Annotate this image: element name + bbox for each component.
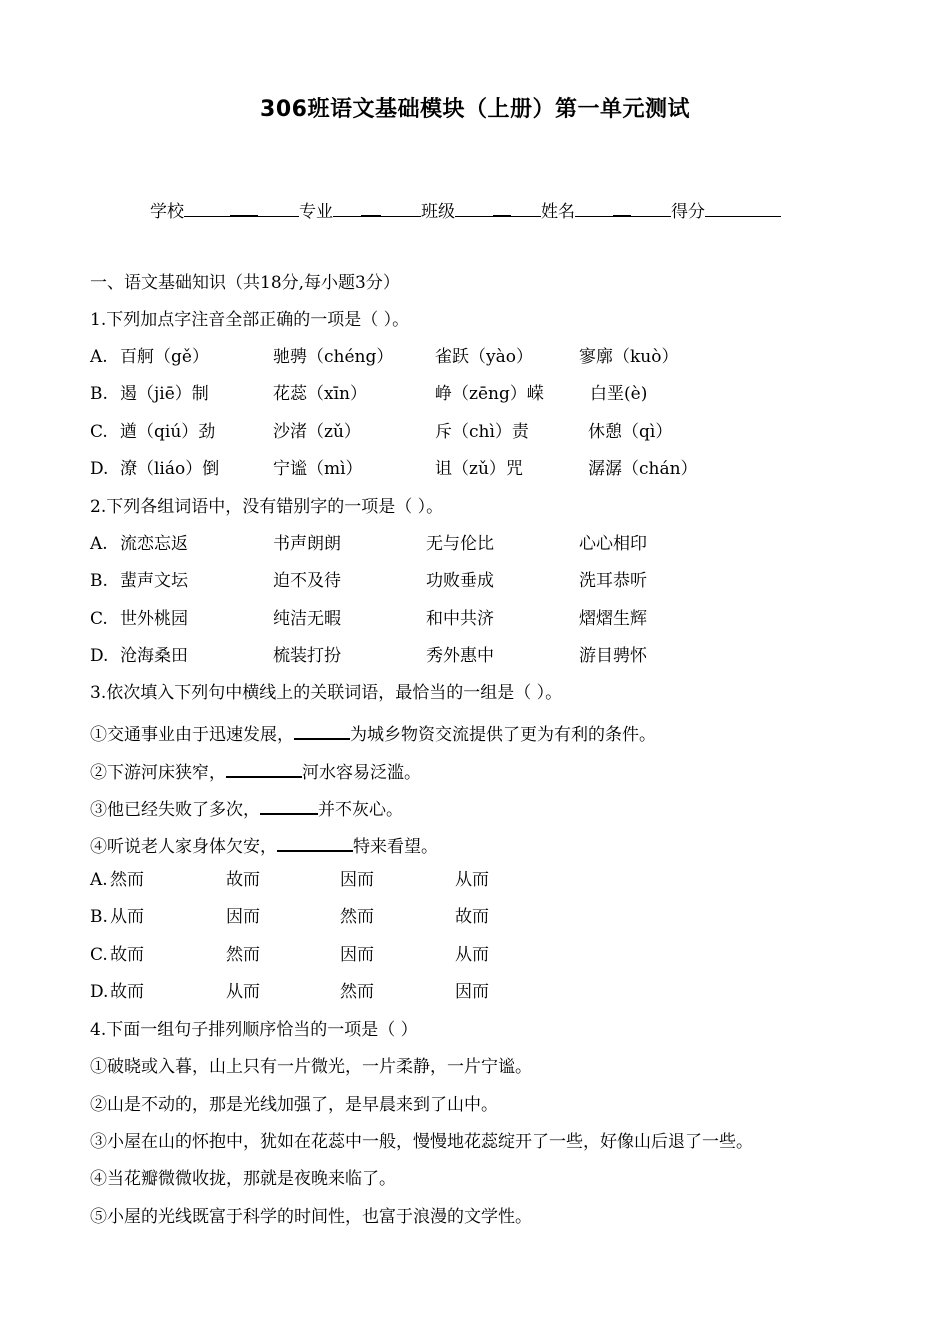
option-item: 故而 — [110, 982, 144, 1002]
option-item: 驰骋（chéng） — [273, 347, 394, 367]
option-item: 和中共济 — [426, 609, 494, 629]
option-item: 功败垂成 — [426, 571, 494, 591]
option-item: 心心相印 — [579, 534, 647, 554]
option-item: 休憩（qì） — [588, 422, 673, 442]
option-label: C. — [90, 609, 108, 629]
class-blank[interactable] — [455, 198, 541, 217]
option-item: 书声朗朗 — [273, 534, 341, 554]
option-item: 花蕊（xīn） — [273, 384, 367, 404]
option-item: 潦（liáo）倒 — [120, 459, 220, 479]
q3-sentence-1 — [90, 720, 656, 746]
sentence-part: 并不灰心。 — [318, 800, 403, 820]
student-info-row — [150, 197, 781, 222]
option-item: 遒（qiú）劲 — [120, 422, 216, 442]
q4-sentence-2: ②山是不动的，那是光线加强了，是早晨来到了山中。 — [90, 1095, 498, 1115]
option-item: 白垩(è) — [590, 384, 648, 404]
option-item: 然而 — [340, 982, 374, 1002]
option-item: 无与伦比 — [426, 534, 494, 554]
q4-sentence-3: ③小屋在山的怀抱中，犹如在花蕊中一般，慢慢地花蕊绽开了一些，好像山后退了一些。 — [90, 1132, 753, 1152]
question-1-stem: 1.下列加点字注音全部正确的一项是（ ）。 — [90, 310, 410, 330]
sentence-part: 河水容易泛滥。 — [302, 763, 421, 783]
score-label: 得分 — [671, 202, 705, 222]
option-item: 从而 — [455, 945, 489, 965]
fill-blank[interactable] — [294, 720, 350, 740]
major-blank[interactable] — [333, 198, 421, 217]
option-item: 迫不及待 — [273, 571, 341, 591]
option-item: 世外桃园 — [120, 609, 188, 629]
option-label: D. — [90, 459, 109, 479]
score-blank[interactable] — [705, 198, 781, 217]
option-item: 诅（zǔ）咒 — [435, 459, 523, 479]
option-item: 然而 — [340, 907, 374, 927]
option-item: 沙渚（zǔ） — [273, 422, 361, 442]
option-item: 因而 — [340, 945, 374, 965]
class-label: 班级 — [421, 202, 455, 222]
option-item: 遏（jiē）制 — [120, 384, 209, 404]
option-item: 故而 — [226, 870, 260, 890]
option-item: 然而 — [110, 870, 144, 890]
option-label: C. — [90, 422, 108, 442]
option-item: 百舸（gě） — [120, 347, 209, 367]
option-label: A. — [90, 347, 108, 367]
option-item: 从而 — [110, 907, 144, 927]
option-item: 因而 — [226, 907, 260, 927]
option-item: 故而 — [110, 945, 144, 965]
option-label: B. — [90, 384, 108, 404]
q4-sentence-5: ⑤小屋的光线既富于科学的时间性，也富于浪漫的文学性。 — [90, 1207, 532, 1227]
option-item: 从而 — [455, 870, 489, 890]
sentence-part: ①交通事业由于迅速发展， — [90, 725, 294, 745]
option-item: 宁谧（mì） — [273, 459, 363, 479]
option-label: A. — [90, 870, 108, 890]
option-label: B. — [90, 907, 108, 927]
school-blank[interactable] — [184, 198, 299, 217]
q3-sentence-4 — [90, 832, 438, 858]
option-item: 熠熠生辉 — [579, 609, 647, 629]
option-item: 斥（chì）责 — [435, 422, 529, 442]
sentence-part: 特来看望。 — [353, 837, 438, 857]
option-item: 寥廓（kuò） — [579, 347, 679, 367]
option-item: 雀跃（yào） — [435, 347, 533, 367]
question-3-stem: 3.依次填入下列句中横线上的关联词语，最恰当的一组是（ ）。 — [90, 683, 563, 703]
fill-blank[interactable] — [277, 832, 353, 852]
option-item: 故而 — [455, 907, 489, 927]
sentence-part: ③他已经失败了多次， — [90, 800, 260, 820]
option-item: 峥（zēng）嵘 — [435, 384, 544, 404]
major-label: 专业 — [299, 202, 333, 222]
question-2-stem: 2.下列各组词语中，没有错别字的一项是（ ）。 — [90, 497, 444, 517]
option-label: D. — [90, 646, 109, 666]
sentence-part: ②下游河床狭窄， — [90, 763, 226, 783]
option-label: D. — [90, 982, 109, 1002]
option-item: 蜚声文坛 — [120, 571, 188, 591]
q3-sentence-2 — [90, 758, 421, 784]
option-item: 从而 — [226, 982, 260, 1002]
name-label: 姓名 — [541, 202, 575, 222]
school-label: 学校 — [150, 202, 184, 222]
option-label: B. — [90, 571, 108, 591]
fill-blank[interactable] — [260, 795, 318, 815]
question-4-stem: 4.下面一组句子排列顺序恰当的一项是（ ） — [90, 1020, 418, 1040]
option-label: C. — [90, 945, 108, 965]
option-item: 沧海桑田 — [120, 646, 188, 666]
page-title: 306班语文基础模块（上册）第一单元测试 — [260, 97, 690, 122]
option-item: 因而 — [455, 982, 489, 1002]
option-item: 流恋忘返 — [120, 534, 188, 554]
section-heading: 一、语文基础知识（共18分,每小题3分） — [90, 273, 400, 293]
fill-blank[interactable] — [226, 758, 302, 778]
q4-sentence-4: ④当花瓣微微收拢，那就是夜晚来临了。 — [90, 1169, 396, 1189]
sentence-part: ④听说老人家身体欠安， — [90, 837, 277, 857]
option-item: 秀外惠中 — [426, 646, 494, 666]
sentence-part: 为城乡物资交流提供了更为有利的条件。 — [350, 725, 656, 745]
option-item: 然而 — [226, 945, 260, 965]
q3-sentence-3 — [90, 795, 403, 821]
option-item: 游目骋怀 — [579, 646, 647, 666]
option-item: 因而 — [340, 870, 374, 890]
name-blank[interactable] — [575, 198, 671, 217]
option-label: A. — [90, 534, 108, 554]
option-item: 纯洁无暇 — [273, 609, 341, 629]
option-item: 梳装打扮 — [273, 646, 341, 666]
q4-sentence-1: ①破晓或入暮，山上只有一片微光，一片柔静，一片宁谧。 — [90, 1057, 532, 1077]
option-item: 洗耳恭听 — [579, 571, 647, 591]
option-item: 潺潺（chán） — [588, 459, 698, 479]
